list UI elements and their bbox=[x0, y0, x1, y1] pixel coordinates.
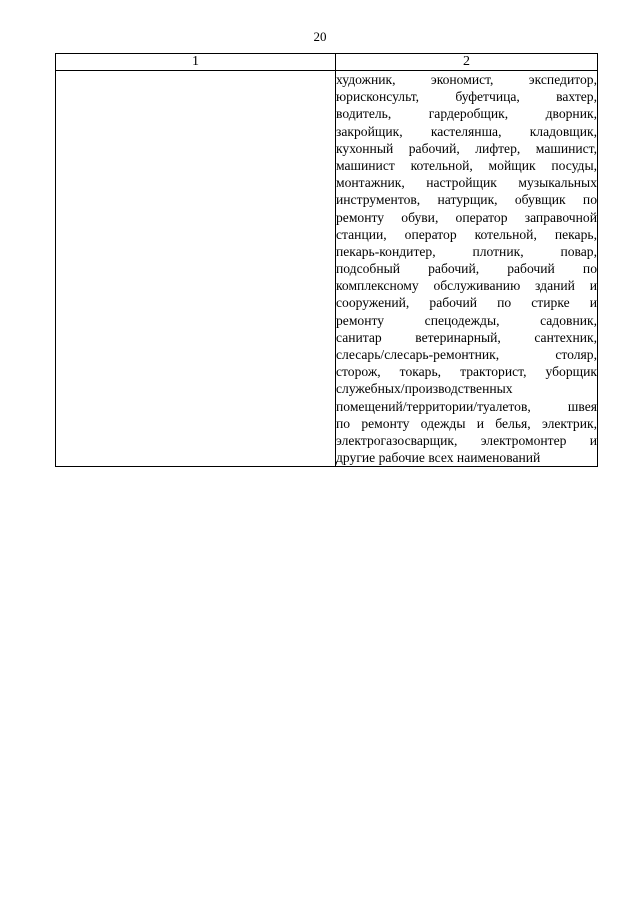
table-cell-col1 bbox=[56, 71, 336, 467]
text-line: кухонный рабочий, лифтер, машинист, bbox=[336, 140, 597, 156]
text-line: машинист котельной, мойщик посуды, bbox=[336, 157, 597, 173]
text-line: ремонту обуви, оператор заправочной bbox=[336, 209, 597, 225]
text-line: сооружений, рабочий по стирке и bbox=[336, 295, 597, 311]
text-line: комплексному обслуживанию зданий и bbox=[336, 278, 597, 294]
text-line: инструментов, натурщик, обувщик по bbox=[336, 192, 597, 208]
text-line: художник, экономист, экспедитор, bbox=[336, 72, 597, 87]
text-line: санитар ветеринарный, сантехник, bbox=[336, 329, 597, 345]
text-line: слесарь/слесарь-ремонтник, столяр, bbox=[336, 347, 597, 362]
column-header-2: 2 bbox=[336, 54, 598, 71]
column-header-1: 1 bbox=[56, 54, 336, 71]
text-line: служебных/производственных bbox=[336, 381, 513, 397]
text-line: сторож, токарь, тракторист, уборщик bbox=[336, 364, 597, 380]
document-table bbox=[55, 53, 598, 467]
table-header-row bbox=[56, 54, 598, 71]
text-line: пекарь-кондитер, плотник, повар, bbox=[336, 243, 597, 259]
text-line: помещений/территории/туалетов, швея bbox=[336, 398, 597, 414]
text-line: другие рабочие всех наименований bbox=[336, 450, 541, 466]
text-line: станции, оператор котельной, пекарь, bbox=[336, 226, 597, 242]
text-line: электрогазосварщик, электромонтер и bbox=[336, 432, 597, 448]
text-line: закройщик, кастелянша, кладовщик, bbox=[336, 123, 597, 139]
table-cell-col2 bbox=[336, 71, 598, 467]
table-row bbox=[56, 71, 598, 467]
text-line: по ремонту одежды и белья, электрик, bbox=[336, 415, 597, 431]
text-line: водитель, гардеробщик, дворник, bbox=[336, 106, 597, 122]
text-line: монтажник, настройщик музыкальных bbox=[336, 175, 597, 191]
text-line: ремонту спецодежды, садовник, bbox=[336, 312, 597, 328]
text-line: подсобный рабочий, рабочий по bbox=[336, 261, 597, 277]
text-line: юрисконсульт, буфетчица, вахтер, bbox=[336, 89, 597, 105]
page-number: 20 bbox=[313, 29, 327, 44]
